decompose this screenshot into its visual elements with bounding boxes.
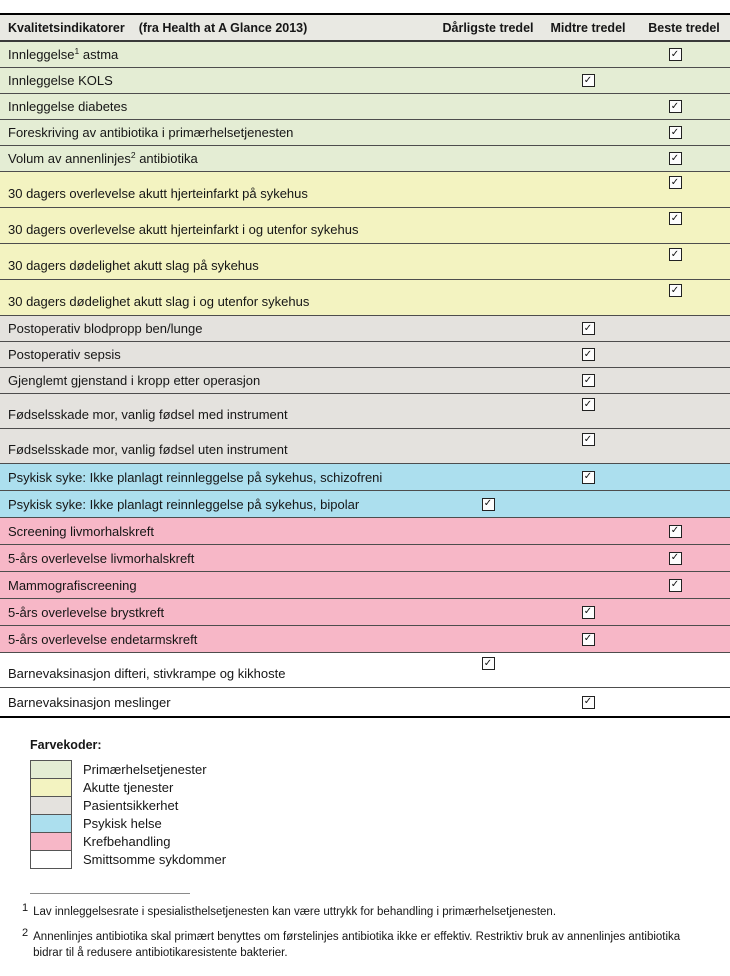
legend-swatch-kreftbehandling <box>30 832 72 851</box>
table-row <box>0 464 730 491</box>
cell-midtre <box>538 696 638 709</box>
checkbox-checked-icon: ✓ <box>482 498 495 511</box>
row-label: Postoperativ blodpropp ben/lunge <box>8 321 203 336</box>
legend-item <box>30 760 730 779</box>
footnote-marker: 1 <box>22 902 29 914</box>
footnote-ref: 1 <box>74 46 80 56</box>
row-label: Innleggelse$^1$ astma <box>8 46 119 62</box>
cell-midtre <box>538 633 638 646</box>
legend-item <box>30 814 730 833</box>
row-label: 30 dagers overlevelse akutt hjerteinfarkt på sykehus <box>8 186 308 201</box>
checkbox-checked-icon: ✓ <box>669 284 682 297</box>
checkbox-checked-icon: ✓ <box>669 176 682 189</box>
footnote-ref: 2 <box>130 150 136 160</box>
cell-midtre <box>538 471 638 484</box>
cell-midtre <box>538 244 638 279</box>
row-label: 5-års overlevelse livmorhalskreft <box>8 550 195 566</box>
checkbox-checked-icon: ✓ <box>669 100 682 113</box>
cell-darligste <box>438 172 538 207</box>
row-label: Fødselsskade mor, vanlig fødsel med instrument <box>8 407 288 422</box>
cell-midtre <box>538 374 638 387</box>
checkbox-checked-icon: ✓ <box>582 322 595 335</box>
table-title: Kvalitetsindikatorer <box>8 20 125 35</box>
table-row <box>0 316 730 342</box>
legend-swatch-primaerhelsetjenester <box>30 760 72 779</box>
row-label: Foreskriving av antibiotika i primærhelsetjenesten <box>8 125 294 140</box>
checkbox-checked-icon: ✓ <box>582 696 595 709</box>
legend-label: Krefbehandling <box>83 834 171 849</box>
legend-label: Akutte tjenester <box>83 780 174 795</box>
column-header-darligste: Dårligste tredel <box>442 20 534 35</box>
footnote-2 <box>22 929 730 961</box>
legend-title: Farvekoder: <box>30 738 102 752</box>
table-row <box>0 42 730 68</box>
table-row <box>0 208 730 244</box>
checkbox-checked-icon: ✓ <box>669 552 682 565</box>
table-row <box>0 244 730 280</box>
checkbox-checked-icon: ✓ <box>582 374 595 387</box>
footnote-text-line: Annenlinjes antibiotika skal primært benyttes om førstelinjes antibiotika ikke er effektiv. Restriktiv bruk av annenlinjes antibiotika <box>33 931 681 944</box>
table-row <box>0 172 730 208</box>
table-row <box>0 545 730 572</box>
checkbox-checked-icon: ✓ <box>669 212 682 225</box>
cell-darligste <box>438 429 538 463</box>
cell-beste <box>638 172 730 207</box>
legend-swatch-akutte-tjenester <box>30 778 72 797</box>
table-row <box>0 394 730 429</box>
table-row <box>0 280 730 316</box>
footnotes <box>22 893 730 961</box>
cell-midtre <box>538 606 638 619</box>
legend-item <box>30 778 730 797</box>
table-row <box>0 572 730 599</box>
legend-item <box>30 832 730 851</box>
legend-item <box>30 796 730 815</box>
table-header-row <box>0 15 730 42</box>
table-row <box>0 688 730 716</box>
table-row <box>0 68 730 94</box>
cell-beste <box>638 48 730 61</box>
row-label: Gjenglemt gjenstand i kropp etter operasjon <box>8 373 261 388</box>
table-row <box>0 626 730 653</box>
footnote-marker: 2 <box>22 927 29 940</box>
cell-darligste <box>438 653 538 687</box>
checkbox-checked-icon: ✓ <box>582 471 595 484</box>
row-label: 30 dagers dødelighet akutt slag i og utenfor sykehus <box>8 294 310 309</box>
column-header-midtre: Midtre tredel <box>550 20 626 35</box>
row-label: Mammografiscreening <box>8 577 137 593</box>
cell-beste <box>638 653 730 687</box>
checkbox-checked-icon: ✓ <box>582 398 595 411</box>
column-header-beste: Beste tredel <box>648 20 720 35</box>
cell-darligste <box>438 498 538 511</box>
row-label: Barnevaksinasjon difteri, stivkrampe og kikhoste <box>8 666 286 681</box>
cell-midtre <box>538 172 638 207</box>
table-subtitle: (fra Health at A Glance 2013) <box>138 20 308 35</box>
footnote-text-line: Lav innleggelsesrate i spesialisthelsetjenesten kan være uttrykk for behandling i primærhelsetjenesten. <box>33 906 557 918</box>
row-label: 30 dagers dødelighet akutt slag på sykehus <box>8 258 259 273</box>
row-label: 5-års overlevelse brystkreft <box>8 604 165 620</box>
cell-midtre <box>538 74 638 87</box>
cell-beste <box>638 552 730 565</box>
row-label: Innleggelse diabetes <box>8 99 128 114</box>
row-label: Innleggelse KOLS <box>8 73 113 88</box>
row-label: Psykisk syke: Ikke planlagt reinnleggelse på sykehus, schizofreni <box>8 469 383 485</box>
cell-darligste <box>438 244 538 279</box>
checkbox-checked-icon: ✓ <box>669 579 682 592</box>
row-label: Fødselsskade mor, vanlig fødsel uten instrument <box>8 442 288 457</box>
legend-item <box>30 850 730 869</box>
legend-label: Psykisk helse <box>83 816 162 831</box>
cell-beste <box>638 100 730 113</box>
footnote-1 <box>22 904 730 920</box>
color-legend <box>30 738 730 869</box>
quality-indicator-table <box>0 13 730 718</box>
cell-beste <box>638 152 730 165</box>
legend-swatch-smittsomme-sykdommer <box>30 850 72 869</box>
legend-swatch-pasientsikkerhet <box>30 796 72 815</box>
cell-beste <box>638 244 730 279</box>
cell-beste <box>638 525 730 538</box>
cell-midtre <box>538 208 638 243</box>
checkbox-checked-icon: ✓ <box>582 348 595 361</box>
checkbox-checked-icon: ✓ <box>669 525 682 538</box>
table-row <box>0 368 730 394</box>
row-label: Screening livmorhalskreft <box>8 523 154 539</box>
checkbox-checked-icon: ✓ <box>669 152 682 165</box>
row-label: Barnevaksinasjon meslinger <box>8 694 171 710</box>
table-row <box>0 491 730 518</box>
cell-midtre <box>538 429 638 463</box>
row-label: Postoperativ sepsis <box>8 347 121 362</box>
row-label: 30 dagers overlevelse akutt hjerteinfarkt i og utenfor sykehus <box>8 222 359 237</box>
cell-midtre <box>538 348 638 361</box>
checkbox-checked-icon: ✓ <box>669 48 682 61</box>
table-row <box>0 599 730 626</box>
row-label: Volum av annenlinjes$^2$ antibiotika <box>8 150 198 166</box>
checkbox-checked-icon: ✓ <box>669 126 682 139</box>
cell-beste <box>638 394 730 428</box>
cell-beste <box>638 126 730 139</box>
cell-midtre <box>538 394 638 428</box>
cell-beste <box>638 280 730 315</box>
table-row <box>0 120 730 146</box>
cell-midtre <box>538 322 638 335</box>
cell-midtre <box>538 280 638 315</box>
table-row <box>0 94 730 120</box>
table-row <box>0 518 730 545</box>
footnote-text <box>33 904 556 920</box>
cell-darligste <box>438 208 538 243</box>
legend-label: Smittsomme sykdommer <box>83 852 227 867</box>
cell-darligste <box>438 280 538 315</box>
footnote-text <box>33 929 680 961</box>
footnote-text-line: bidrar til å redusere antibiotikaresistente bakterier. <box>33 947 288 960</box>
footnote-divider <box>30 893 190 894</box>
cell-beste <box>638 208 730 243</box>
page-root <box>0 13 730 976</box>
cell-midtre <box>538 653 638 687</box>
checkbox-checked-icon: ✓ <box>582 74 595 87</box>
checkbox-checked-icon: ✓ <box>582 606 595 619</box>
table-row <box>0 429 730 464</box>
legend-swatch-psykisk-helse <box>30 814 72 833</box>
cell-beste <box>638 429 730 463</box>
table-row <box>0 653 730 688</box>
checkbox-checked-icon: ✓ <box>582 433 595 446</box>
checkbox-checked-icon: ✓ <box>482 657 495 670</box>
legend-label: Pasientsikkerhet <box>83 798 179 813</box>
row-label: Psykisk syke: Ikke planlagt reinnleggelse på sykehus, bipolar <box>8 496 360 512</box>
table-row <box>0 342 730 368</box>
cell-beste <box>638 579 730 592</box>
table-row <box>0 146 730 172</box>
checkbox-checked-icon: ✓ <box>669 248 682 261</box>
table-title-cell <box>0 21 438 35</box>
cell-darligste <box>438 394 538 428</box>
legend-label: Primærhelsetjenester <box>83 762 207 777</box>
row-label: 5-års overlevelse endetarmskreft <box>8 631 198 647</box>
checkbox-checked-icon: ✓ <box>582 633 595 646</box>
